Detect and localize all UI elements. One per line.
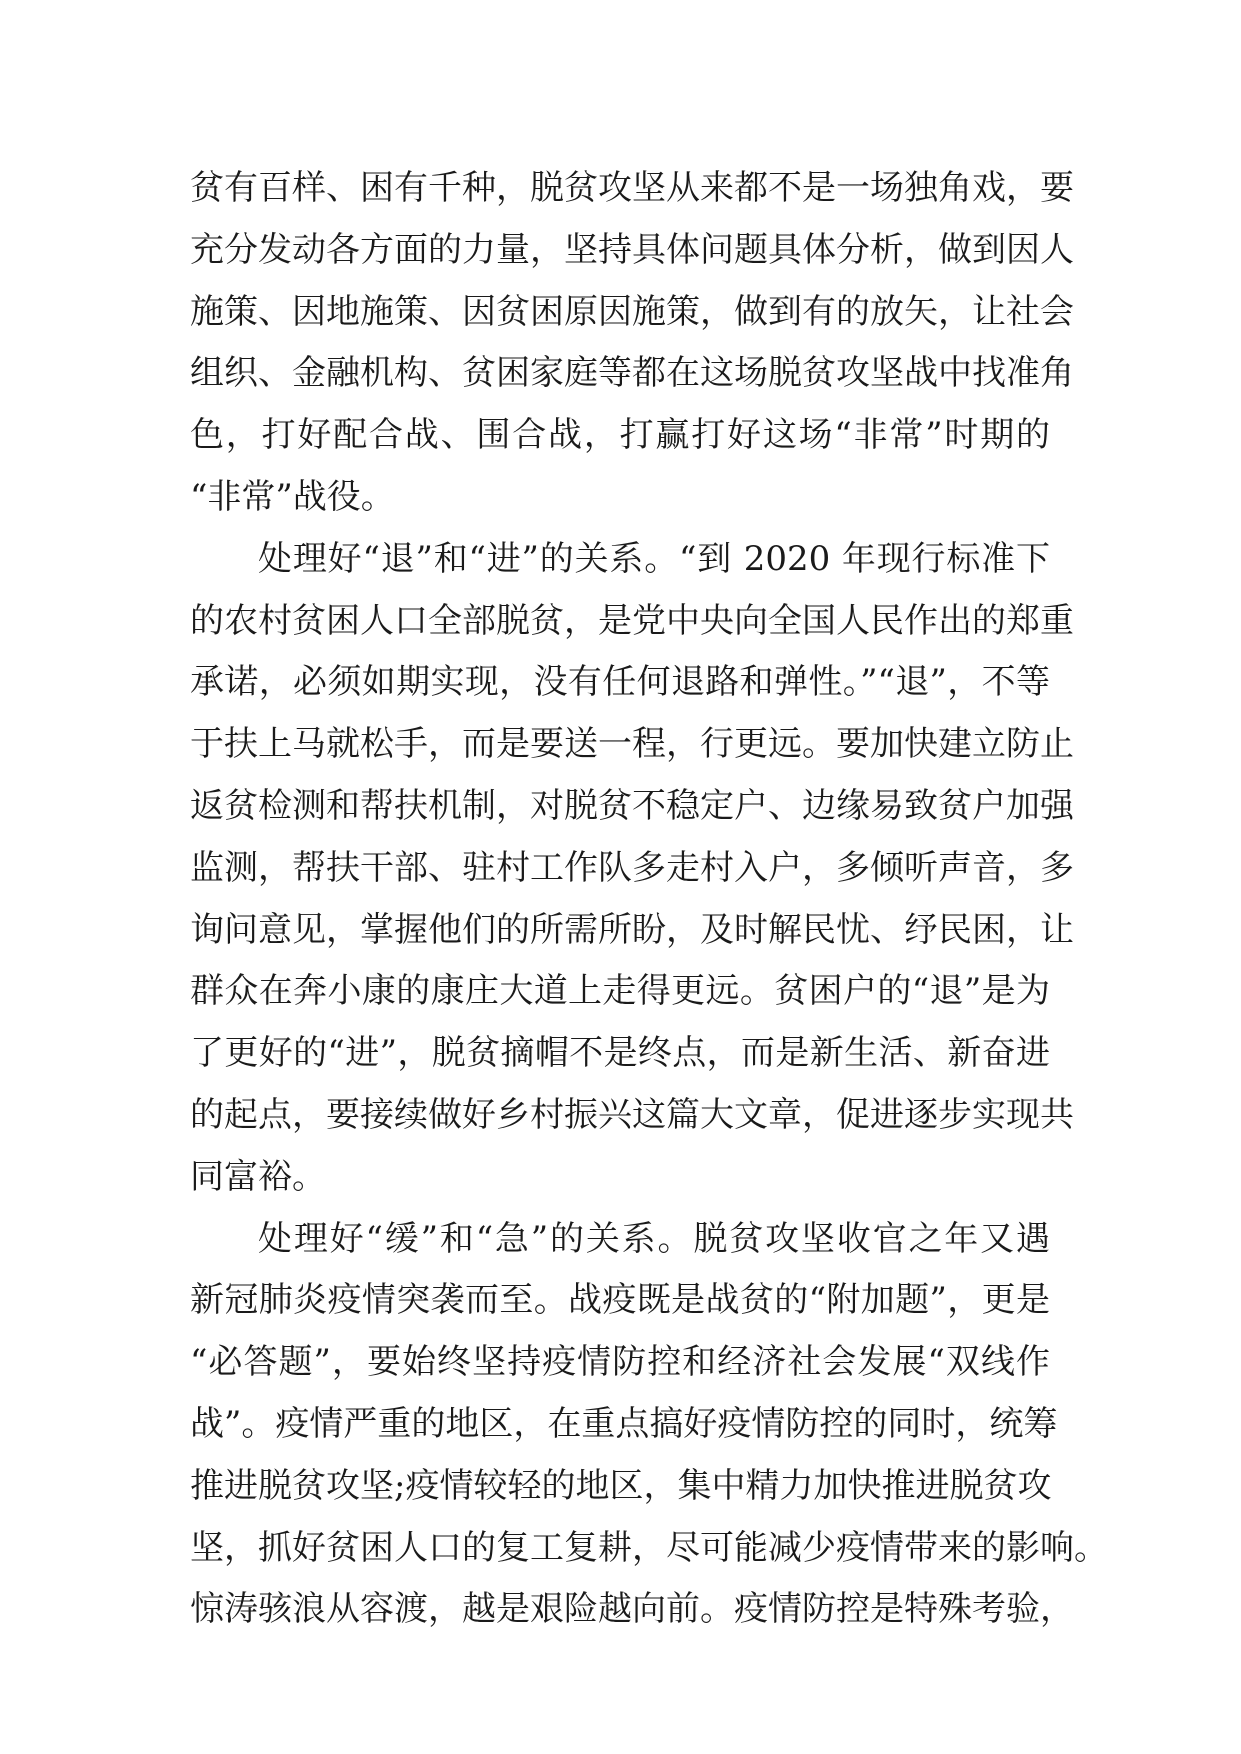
text-line: 监测，帮扶干部、驻村工作队多走村入户，多倾听声音，多: [190, 847, 1074, 888]
text-line: 同富裕。: [190, 1156, 326, 1197]
text-line: 色，打好配合战、围合战，打赢打好这场“非常”时期的: [190, 415, 1050, 456]
text-line: 询问意见，掌握他们的所需所盼，及时解民忧、纾民困，让: [190, 909, 1074, 950]
paragraph-1: [190, 158, 1074, 529]
text-line: 的农村贫困人口全部脱贫，是党中央向全国人民作出的郑重: [190, 600, 1074, 641]
paragraph-3: [190, 1209, 1108, 1642]
text-line: 的起点，要接续做好乡村振兴这篇大文章，促进逐步实现共: [190, 1094, 1074, 1135]
text-line: 贫有百样、困有千种，脱贫攻坚从来都不是一场独角戏，要: [190, 168, 1074, 208]
text-line: 新冠肺炎疫情突袭而至。战疫既是战贫的“附加题”，更是: [190, 1280, 1050, 1321]
text-line: 坚，抓好贫困人口的复工复耕，尽可能减少疫情带来的影响。: [190, 1527, 1108, 1568]
text-line: 处理好“缓”和“急”的关系。脱贫攻坚收官之年又遇: [258, 1218, 1050, 1259]
text-line: 组织、金融机构、贫困家庭等都在这场脱贫攻坚战中找准角: [190, 353, 1074, 394]
document-body: [190, 158, 1108, 1641]
text-line: “必答题”，要始终坚持疫情防控和经济社会发展“双线作: [190, 1342, 1050, 1383]
text-line: 承诺，必须如期实现，没有任何退路和弹性。”“退”，不等: [190, 662, 1050, 703]
text-line: 了更好的“进”，脱贫摘帽不是终点，而是新生活、新奋进: [190, 1033, 1050, 1074]
text-line: 处理好“退”和“进”的关系。“到 2020 年现行标准下: [258, 538, 1050, 579]
paragraph-2: [190, 529, 1074, 1209]
text-line: 推进脱贫攻坚;疫情较轻的地区，集中精力加快推进脱贫攻: [190, 1465, 1052, 1506]
text-line: 返贫检测和帮扶机制，对脱贫不稳定户、边缘易致贫户加强: [190, 785, 1074, 826]
text-line: 于扶上马就松手，而是要送一程，行更远。要加快建立防止: [190, 724, 1074, 765]
text-line: 施策、因地施策、因贫困原因施策，做到有的放矢，让社会: [190, 291, 1074, 332]
text-line: 充分发动各方面的力量，坚持具体问题具体分析，做到因人: [190, 229, 1074, 270]
text-line: 群众在奔小康的康庄大道上走得更远。贫困户的“退”是为: [190, 971, 1050, 1012]
text-line: “非常”战役。: [190, 476, 395, 517]
text-line: 战”。疫情严重的地区，在重点搞好疫情防控的同时，统筹: [190, 1403, 1058, 1444]
text-line: 惊涛骇浪从容渡，越是艰险越向前。疫情防控是特殊考验，: [190, 1589, 1074, 1630]
